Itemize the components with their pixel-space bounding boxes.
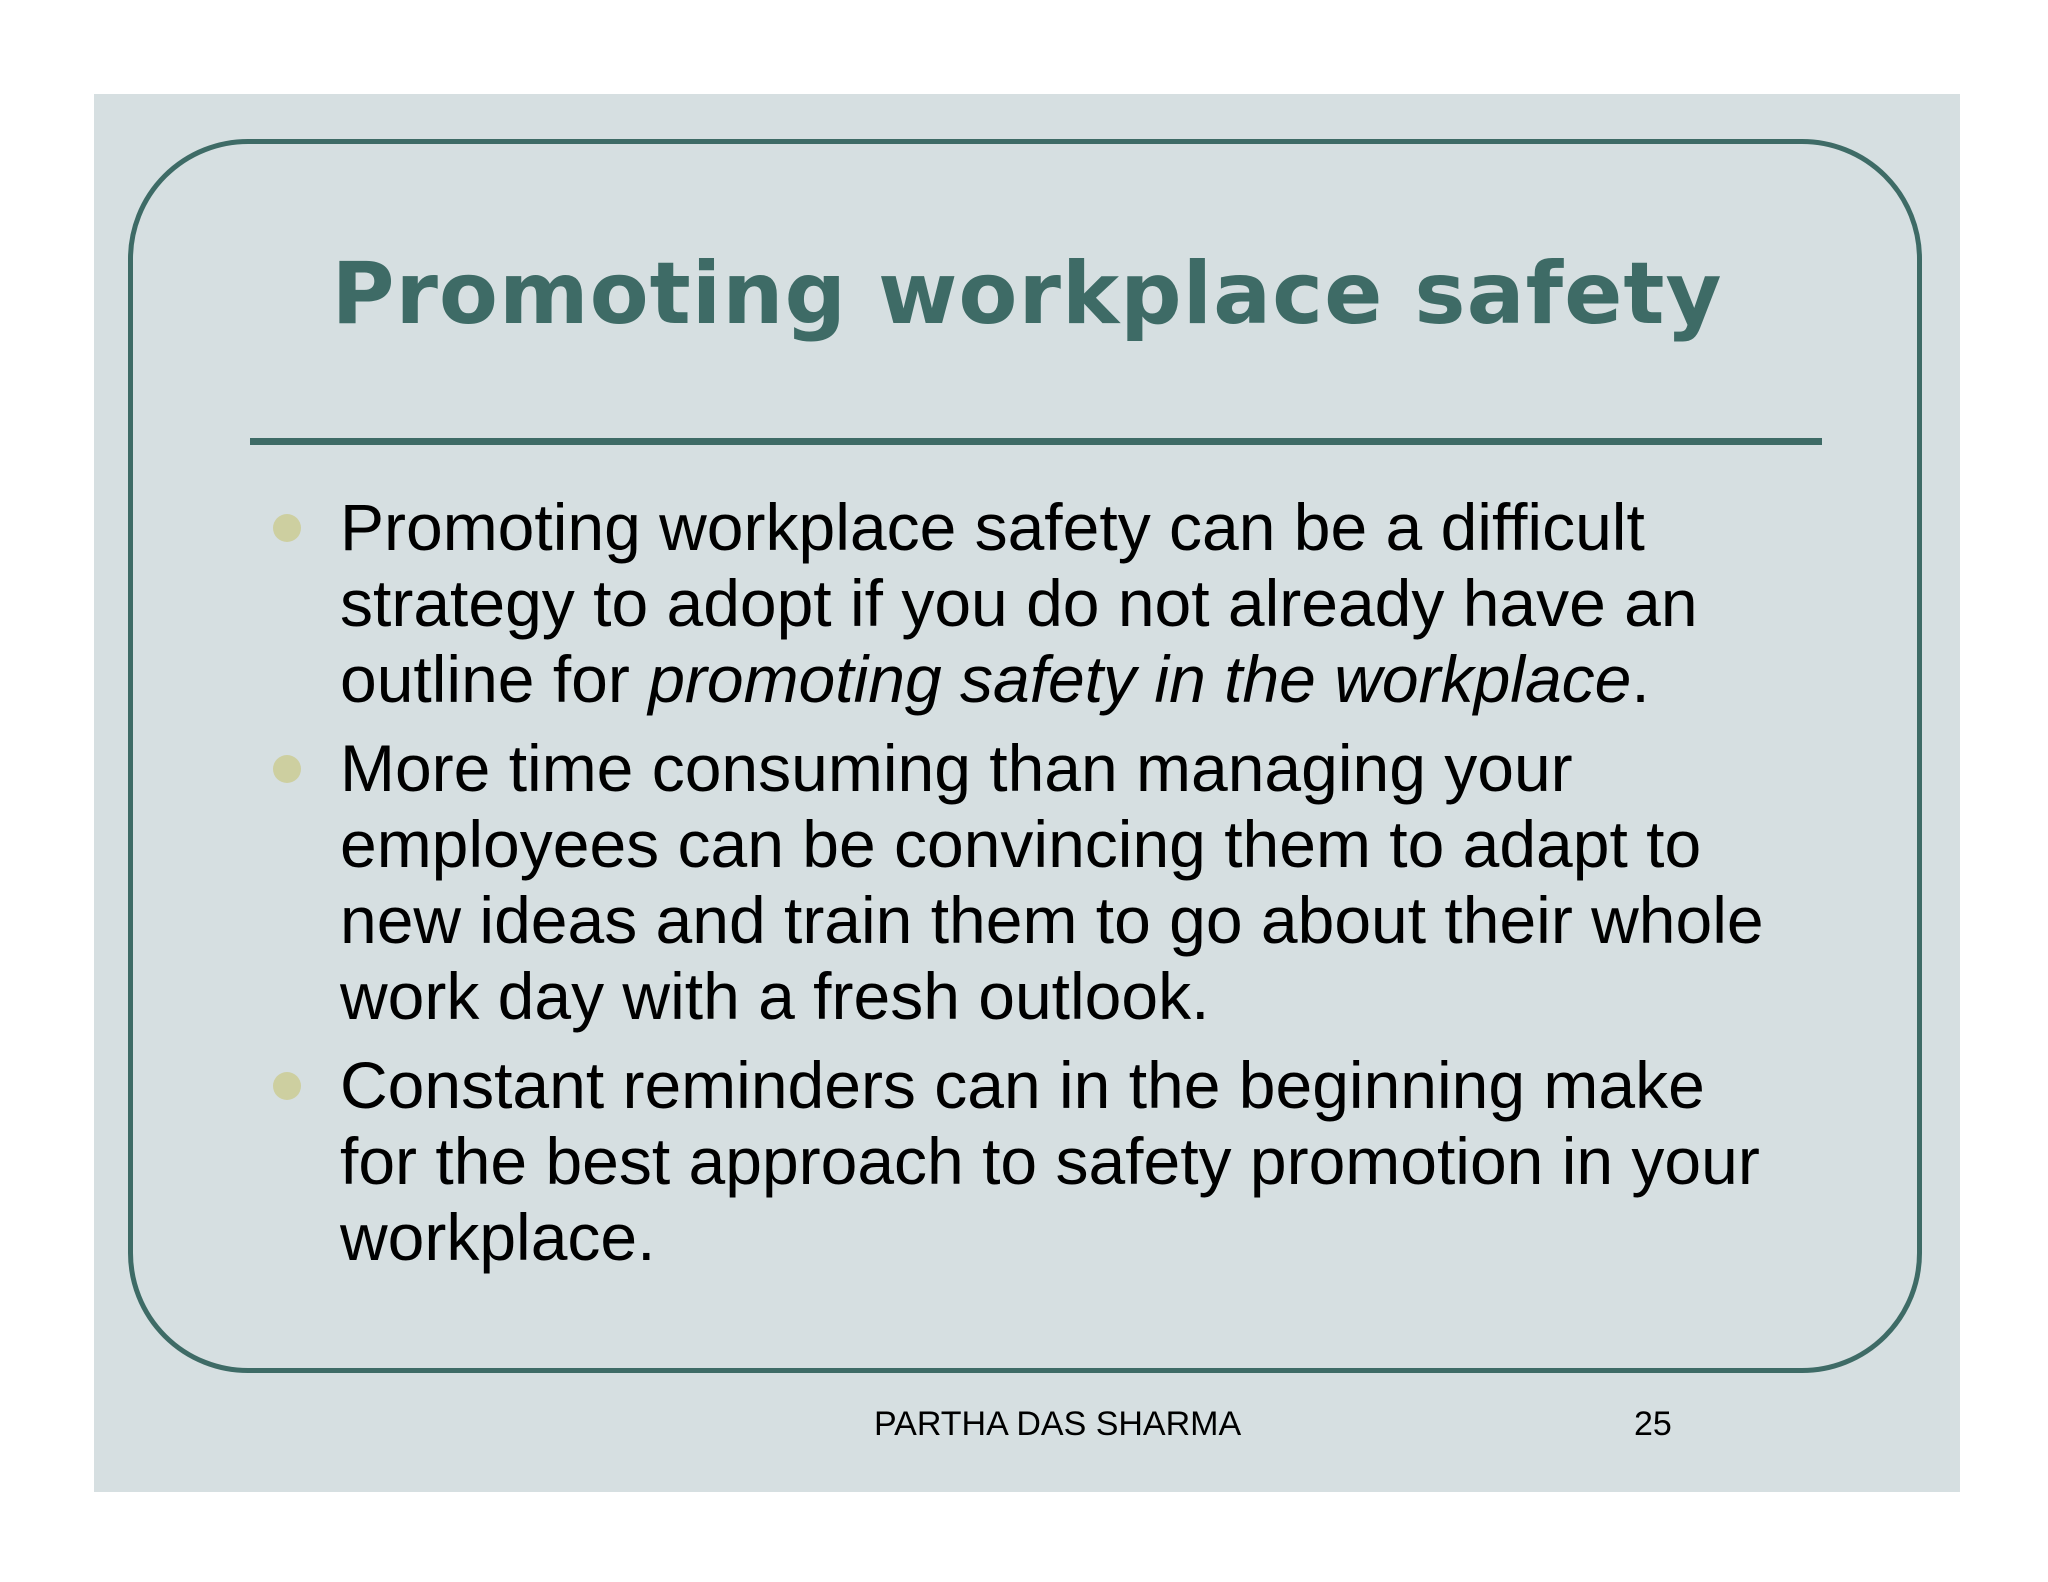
bullet-item — [94, 730, 1800, 1034]
footer-author: PARTHA DAS SHARMA — [874, 1405, 1242, 1443]
bullet-item — [94, 489, 1800, 717]
bullet-list — [94, 489, 1960, 1288]
title-divider — [250, 438, 1822, 445]
slide — [94, 94, 1960, 1492]
slide-title: Promoting workplace safety — [331, 244, 1723, 344]
bullet-text: Constant reminders can in the beginning make for the best approach to safety promotion in your workplace. — [340, 1048, 1760, 1274]
bullet-dot-icon — [273, 514, 301, 542]
bullet-text: More time consuming than managing your employees can be convincing them to adapt to new ideas and train them to go about their whole work day with a fresh outlook. — [340, 731, 1764, 1033]
bullet-text: Promoting workplace safety can be a difficult strategy to adopt if you do not already have an outline for — [340, 490, 1698, 716]
bullet-text-end: . — [1631, 642, 1650, 716]
page-number: 25 — [1634, 1405, 1672, 1443]
bullet-text-italic: promoting safety in the workplace — [648, 642, 1632, 716]
bullet-item — [94, 1047, 1800, 1275]
bullet-dot-icon — [273, 755, 301, 783]
bullet-dot-icon — [273, 1072, 301, 1100]
